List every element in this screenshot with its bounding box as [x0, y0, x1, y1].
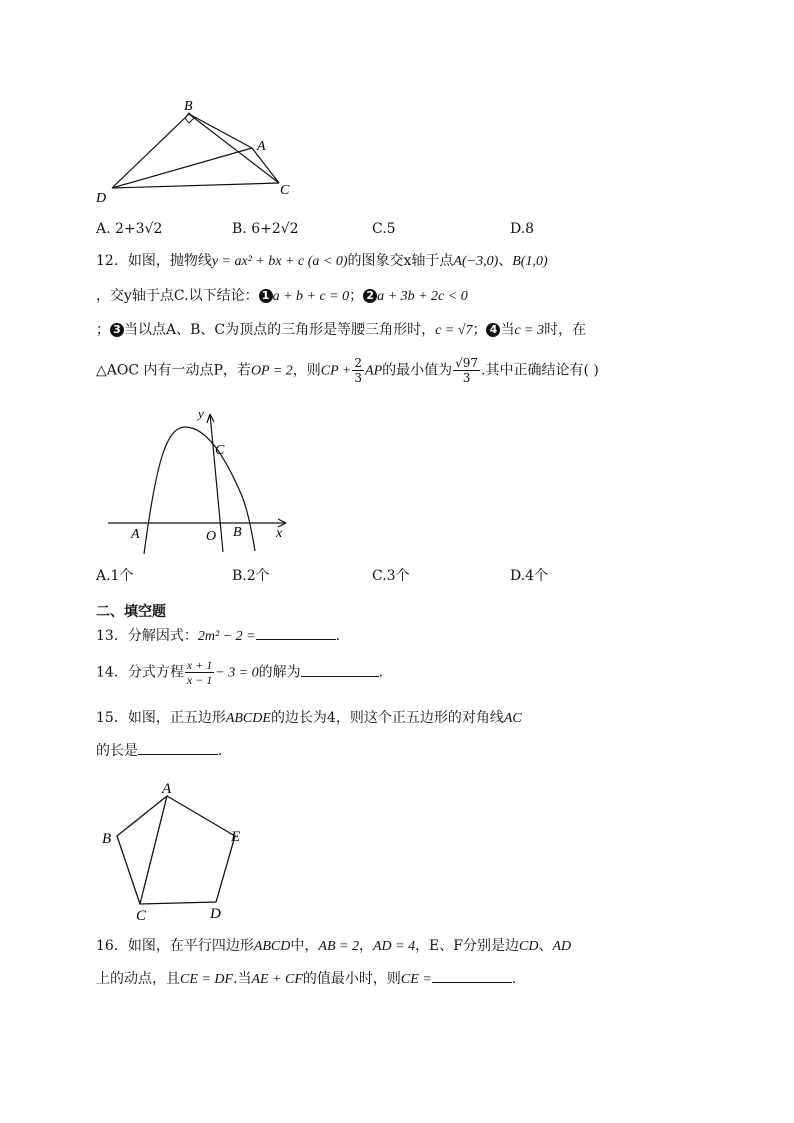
pentagon-abcde: [117, 796, 235, 904]
q11-figure: [90, 92, 300, 210]
label-c: C: [280, 183, 290, 198]
q16-line-2: 上的动点，且CE = DF.当AE + CF的值最小时，则CE = .: [96, 968, 516, 990]
q12-line-1: 12．如图，抛物线y = ax² + bx + c (a < 0)的图象交x轴于点A(−3,0)、B(1,0): [96, 253, 548, 269]
q15-line-2: 的长是 .: [96, 740, 222, 761]
q12-line-2: ，交y轴于点C.以下结论： 1 a + b + c = 0； 2 a + 3b + 2c < 0: [96, 288, 468, 304]
segment-ba: [189, 114, 252, 148]
label-b: B: [233, 525, 242, 540]
label-o: O: [206, 529, 217, 544]
label-b: B: [102, 831, 112, 847]
answer-blank-15[interactable]: [138, 740, 218, 755]
label-a: A: [162, 781, 172, 797]
fraction-x-plus-1-over-x-minus-1: $\frac{x + 1}{x - 1}$: [186, 658, 213, 687]
q15-figure: [98, 780, 254, 926]
label-c: C: [215, 443, 225, 458]
q13: 13．分解因式：2m² − 2 = .: [96, 625, 340, 647]
segment-dc: [112, 183, 279, 188]
label-y: y: [198, 406, 204, 421]
label-b: B: [184, 99, 193, 114]
label-a: A: [131, 527, 140, 542]
q11-option-a[interactable]: A. 2+3√2: [96, 221, 163, 237]
q12-option-d[interactable]: D.4个: [510, 568, 549, 584]
q12-option-c[interactable]: C.3个: [372, 568, 410, 584]
q11-option-c[interactable]: C.5: [372, 221, 396, 237]
answer-blank-13[interactable]: [256, 625, 336, 640]
circled-number-2: 2: [363, 289, 377, 303]
q12-line-3: ； 3 当以点A、B、C为顶点的三角形是等腰三角形时，c = √7； 4 当c = 3时，在: [96, 322, 587, 338]
section-2-title: 二、填空题: [96, 604, 166, 620]
q12-line-4: △AOC 内有一动点P，若OP = 2，则CP + $\frac{2}{3}$ AP的最小值为 $\frac{√97}{3}$ .其中正确结论有( ): [96, 356, 599, 385]
circled-number-1: 1: [259, 289, 273, 303]
q14: 14．分式方程 $\frac{x + 1}{x - 1}$ − 3 = 0的解为 .: [96, 658, 384, 687]
answer-blank-16[interactable]: [432, 968, 512, 983]
label-d: D: [210, 906, 221, 922]
circled-number-3: 3: [110, 323, 124, 337]
label-c: C: [136, 908, 147, 924]
q16-line-1: 16．如图，在平行四边形ABCD中，AB = 2，AD = 4，E、F分别是边CD、AD: [96, 938, 572, 954]
label-e: E: [231, 829, 241, 845]
label-d: D: [96, 191, 107, 206]
q12-option-a[interactable]: A.1个: [96, 568, 134, 584]
q11-option-d[interactable]: D.8: [510, 221, 535, 237]
answer-blank-14[interactable]: [301, 662, 379, 677]
q15-line-1: 15．如图，正五边形ABCDE的边长为4，则这个正五边形的对角线AC: [96, 710, 522, 726]
q12-figure: [104, 404, 300, 556]
circled-number-4: 4: [486, 323, 500, 337]
q11-option-b[interactable]: B. 6+2√2: [232, 221, 299, 237]
q12-option-b[interactable]: B.2个: [232, 568, 270, 584]
fraction-sqrt97-3: $\frac{√97}{3}$: [455, 356, 479, 385]
label-a: A: [257, 139, 266, 154]
diagonal-ac: [140, 796, 167, 904]
label-x: x: [276, 526, 283, 541]
fraction-2-3: $\frac{2}{3}$: [354, 356, 363, 385]
